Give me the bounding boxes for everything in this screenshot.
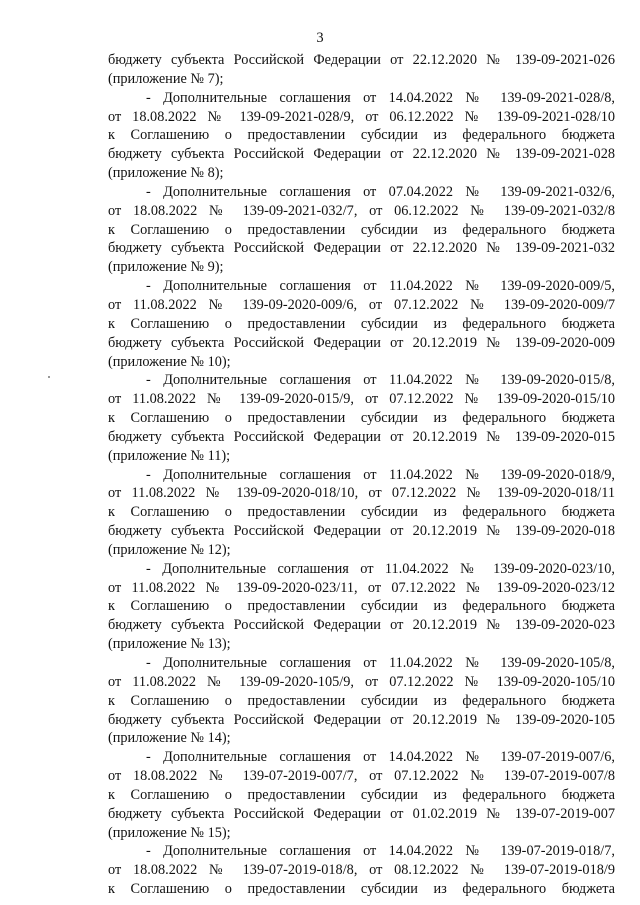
text-line: к Соглашению о предоставлении субсидии из федерального бюджета (108, 410, 615, 427)
list-item (108, 654, 615, 748)
text-line: (приложение № 13); (108, 636, 231, 653)
text-line: от 18.08.2022 № 139-09-2021-028/9, от 06.12.2022 № 139-09-2021-028/10 (108, 108, 615, 125)
text-line: к Соглашению о предоставлении субсидии из федерального бюджета (108, 881, 615, 898)
text-line: от 11.08.2022 № 139-09-2020-105/9, от 07.12.2022 № 139-09-2020-105/10 (108, 673, 615, 690)
text-line: (приложение № 15); (108, 824, 231, 841)
text-line: - Дополнительные соглашения от 11.04.2022 № 139-09-2020-023/10, (146, 560, 615, 577)
text-line: к Соглашению о предоставлении субсидии из федерального бюджета (108, 598, 615, 615)
text-line: бюджету субъекта Российской Федерации от 20.12.2019 № 139-09-2020-009 (108, 334, 615, 351)
text-line: бюджету субъекта Российской Федерации от 20.12.2019 № 139-09-2020-018 (108, 523, 615, 540)
text-line: - Дополнительные соглашения от 11.04.2022 № 139-09-2020-009/5, (146, 278, 615, 295)
text-line: - Дополнительные соглашения от 14.04.2022 № 139-07-2019-018/7, (146, 843, 615, 860)
text-line: (приложение № 7); (108, 70, 224, 87)
list-item (108, 277, 615, 371)
text-line: от 11.08.2022 № 139-09-2020-018/10, от 07.12.2022 № 139-09-2020-018/11 (108, 485, 615, 502)
text-line: бюджету субъекта Российской Федерации от 22.12.2020 № 139-09-2021-026 (108, 52, 615, 68)
text-line: к Соглашению о предоставлении субсидии из федерального бюджета (108, 221, 615, 238)
text-line: бюджету субъекта Российской Федерации от 20.12.2019 № 139-09-2020-015 (108, 428, 615, 445)
text-line: к Соглашению о предоставлении субсидии из федерального бюджета (108, 786, 615, 803)
text-line: (приложение № 11); (108, 447, 231, 464)
text-line: к Соглашению о предоставлении субсидии из федерального бюджета (108, 692, 615, 709)
text-line: - Дополнительные соглашения от 11.04.2022 № 139-09-2020-018/9, (146, 466, 615, 483)
text-line: (приложение № 14); (108, 730, 231, 747)
list-item (108, 466, 615, 560)
text-line: - Дополнительные соглашения от 07.04.2022 № 139-09-2021-032/6, (146, 183, 615, 200)
text-line: - Дополнительные соглашения от 11.04.2022 № 139-09-2020-015/8, (146, 372, 615, 389)
scan-speck (48, 376, 50, 378)
text-line: бюджету субъекта Российской Федерации от 22.12.2020 № 139-09-2021-028 (108, 146, 615, 163)
text-line: (приложение № 8); (108, 165, 224, 182)
text-line: бюджету субъекта Российской Федерации от 20.12.2019 № 139-09-2020-023 (108, 617, 615, 634)
text-line: - Дополнительные соглашения от 11.04.2022 № 139-09-2020-105/8, (146, 655, 615, 671)
list-item (108, 842, 615, 899)
text-line: бюджету субъекта Российской Федерации от 22.12.2020 № 139-09-2021-032 (108, 240, 615, 257)
text-line: бюджету субъекта Российской Федерации от 20.12.2019 № 139-09-2020-105 (108, 711, 615, 728)
text-line: бюджету субъекта Российской Федерации от 01.02.2019 № 139-07-2019-007 (108, 805, 615, 822)
text-line: - Дополнительные соглашения от 14.04.2022 № 139-09-2021-028/8, (146, 89, 615, 106)
text-line: к Соглашению о предоставлении субсидии из федерального бюджета (108, 127, 615, 144)
document-body (108, 51, 615, 899)
list-item (108, 371, 615, 465)
text-line: от 11.08.2022 № 139-09-2020-009/6, от 07.12.2022 № 139-09-2020-009/7 (108, 296, 615, 313)
text-line: - Дополнительные соглашения от 14.04.2022 № 139-07-2019-007/6, (146, 749, 615, 766)
text-line: от 18.08.2022 № 139-07-2019-018/8, от 08.12.2022 № 139-07-2019-018/9 (108, 862, 615, 879)
list-item (108, 89, 615, 183)
text-line: (приложение № 10); (108, 353, 231, 370)
list-item (108, 560, 615, 654)
text-line: от 11.08.2022 № 139-09-2020-023/11, от 07.12.2022 № 139-09-2020-023/12 (108, 579, 615, 596)
text-line: от 18.08.2022 № 139-09-2021-032/7, от 06.12.2022 № 139-09-2021-032/8 (108, 202, 615, 219)
text-line: (приложение № 9); (108, 259, 224, 276)
list-item (108, 51, 615, 89)
text-line: от 18.08.2022 № 139-07-2019-007/7, от 07.12.2022 № 139-07-2019-007/8 (108, 768, 615, 785)
list-item (108, 748, 615, 842)
text-line: (приложение № 12); (108, 541, 231, 558)
page-number: 3 (316, 30, 324, 46)
text-line: от 11.08.2022 № 139-09-2020-015/9, от 07.12.2022 № 139-09-2020-015/10 (108, 391, 615, 408)
text-line: к Соглашению о предоставлении субсидии из федерального бюджета (108, 504, 615, 521)
text-line: к Соглашению о предоставлении субсидии из федерального бюджета (108, 315, 615, 332)
list-item (108, 183, 615, 277)
